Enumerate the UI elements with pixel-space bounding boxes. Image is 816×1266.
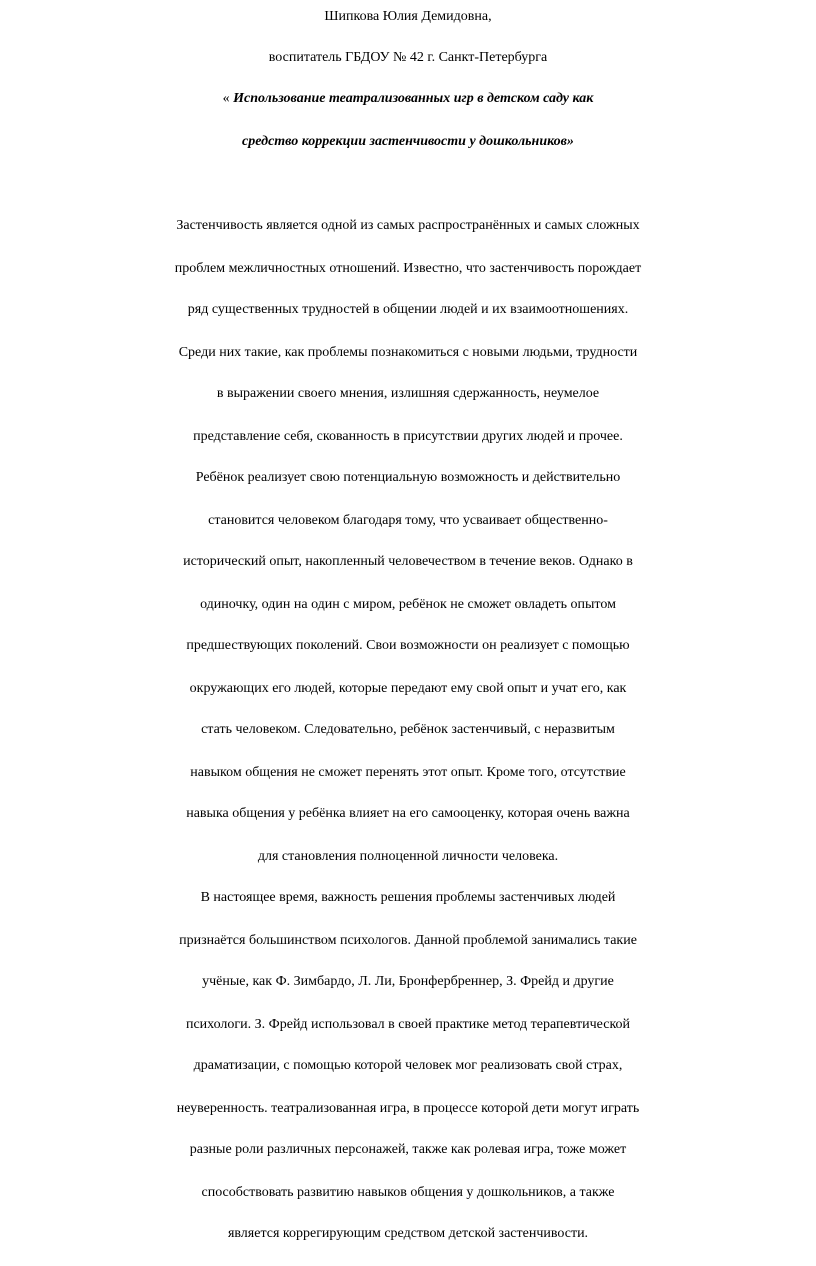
body-line: является коррегирующим средством детской застенчивости.	[227, 1226, 589, 1241]
body-line: становится человеком благодаря тому, что усваивает общественно-	[208, 513, 608, 528]
body-line: признаётся большинством психологов. Данной проблемой занимались такие	[179, 933, 637, 948]
body-line: драматизации, с помощью которой человек мог реализовать свой страх,	[193, 1058, 623, 1073]
body-line: окружающих его людей, которые передают ему свой опыт и учат его, как	[189, 681, 627, 696]
body-line: навыком общения не сможет перенять этот опыт. Кроме того, отсутствие	[190, 765, 626, 780]
body-line: представление себя, скованность в присутствии других людей и прочее.	[193, 429, 623, 444]
body-line: для становления полноценной личности человека.	[257, 849, 559, 864]
body-line: Ребёнок реализует свою потенциальную возможность и действительно	[195, 470, 621, 485]
body-line: способствовать развитию навыков общения у дошкольников, а также	[201, 1185, 615, 1200]
body-line: психологи. З. Фрейд использовал в своей практике метод терапевтической	[185, 1017, 631, 1032]
body-line: Застенчивость является одной из самых распространённых и самых сложных	[176, 218, 640, 233]
body-line: навыка общения у ребёнка влияет на его самооценку, которая очень важна	[186, 806, 630, 821]
body-line: разные роли различных персонажей, также как ролевая игра, тоже может	[189, 1142, 627, 1157]
body-line: учёные, как Ф. Зимбардо, Л. Ли, Бронфербреннер, З. Фрейд и другие	[202, 974, 614, 989]
body-line: предшествующих поколений. Свои возможности он реализует с помощью	[186, 638, 630, 653]
title-line-1	[0, 84, 816, 114]
body-line: стать человеком. Следовательно, ребёнок застенчивый, с неразвитым	[201, 722, 615, 737]
body-line: ряд существенных трудностей в общении людей и их взаимоотношениях.	[187, 302, 629, 317]
title-line-2: средство коррекции застенчивости у дошкольников»	[242, 134, 574, 149]
body-line: проблем межличностных отношений. Известно, что застенчивость порождает	[174, 261, 642, 276]
author-name: Шипкова Юлия Демидовна,	[324, 9, 492, 24]
body-line: В настоящее время, важность решения проблемы застенчивых людей	[200, 890, 616, 905]
title-text-1: Использование театрализованных игр в детском саду как	[233, 91, 594, 106]
body-line: неуверенность. театрализованная игра, в процессе которой дети могут играть	[176, 1101, 640, 1116]
body-line: Среди них такие, как проблемы познакомиться с новыми людьми, трудности	[178, 345, 638, 360]
author-position: воспитатель ГБДОУ № 42 г. Санкт-Петербурга	[268, 50, 548, 65]
body-line: в выражении своего мнения, излишняя сдержанность, неумелое	[216, 386, 600, 401]
body-line: одиночку, один на один с миром, ребёнок не сможет овладеть опытом	[200, 597, 616, 612]
body-line: исторический опыт, накопленный человечеством в течение веков. Однако в	[183, 554, 633, 569]
title-open-quote: «	[222, 91, 234, 106]
